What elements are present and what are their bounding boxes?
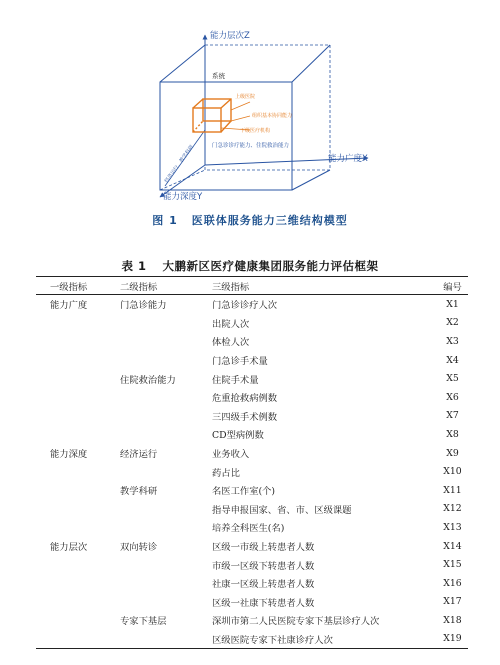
table-row — [36, 407, 468, 426]
figure-caption — [0, 212, 500, 228]
cell-code: X6 — [446, 391, 459, 403]
cell-code: X3 — [446, 335, 459, 347]
cell-level2 — [120, 314, 212, 333]
cell-level3: 深圳市第二人民医院专家下基层诊疗人次 — [212, 616, 380, 628]
figure-caption-number: 图 1 — [152, 214, 178, 227]
evaluation-framework-table — [36, 276, 468, 649]
cell-level3: 业务收入 — [212, 449, 250, 461]
cell-level1 — [36, 574, 120, 593]
cell-level1: 能力层次 — [50, 542, 88, 554]
cell-level1 — [36, 462, 120, 481]
cell-level3: 培养全科医生(名) — [212, 523, 285, 535]
table-caption — [0, 258, 500, 274]
cell-level2 — [120, 593, 212, 612]
cell-level2 — [120, 574, 212, 593]
table-row — [36, 295, 468, 314]
table-row — [36, 630, 468, 649]
cell-level2: 教学科研 — [120, 486, 158, 498]
cell-level2 — [120, 388, 212, 407]
cell-level3: 门急诊诊疗人次 — [212, 300, 278, 312]
cell-level2 — [120, 407, 212, 426]
cell-code: X4 — [446, 354, 459, 366]
cell-level3: CD型病例数 — [212, 430, 264, 442]
inner-label-upper: 上级医院 — [235, 94, 256, 100]
cell-level1 — [36, 388, 120, 407]
cell-level3: 区级一市级上转患者人数 — [212, 542, 315, 554]
cell-code: X5 — [446, 373, 459, 385]
cell-level2 — [120, 332, 212, 351]
cell-level1 — [36, 593, 120, 612]
cell-level3: 指导申报国家、省、市、区级课题 — [212, 504, 352, 516]
header-code: 编号 — [437, 277, 468, 295]
cell-level3: 住院手术量 — [212, 374, 259, 386]
cell-level3: 体检人次 — [212, 337, 250, 349]
cell-level1 — [36, 407, 120, 426]
cell-code: X15 — [443, 559, 462, 571]
cell-level2: 双向转诊 — [120, 542, 158, 554]
bottom-capability-label: 门急诊诊疗能力、住院救治能力 — [212, 143, 290, 149]
table-row — [36, 332, 468, 351]
cell-level3: 危重抢救病例数 — [212, 393, 278, 405]
cell-code: X17 — [443, 596, 462, 608]
cell-code: X14 — [443, 540, 462, 552]
cube-front-face — [160, 82, 292, 190]
cell-level3: 门急诊手术量 — [212, 356, 268, 368]
cell-level1 — [36, 630, 120, 649]
table-row — [36, 314, 468, 333]
cell-code: X7 — [446, 410, 459, 422]
cell-level1 — [36, 518, 120, 537]
cell-level2 — [120, 462, 212, 481]
cell-level2 — [120, 351, 212, 370]
cell-level2 — [120, 630, 212, 649]
cell-code: X19 — [437, 630, 468, 649]
table-row — [36, 462, 468, 481]
cell-level2 — [120, 425, 212, 444]
cell-level1 — [36, 500, 120, 519]
table-header-row — [36, 277, 468, 295]
cell-level3: 区级一社康下转患者人数 — [212, 597, 315, 609]
inner-label-lower: 下级医疗机构 — [240, 128, 271, 134]
cell-code: X13 — [443, 521, 462, 533]
header-level2: 二级指标 — [120, 277, 212, 295]
table-row — [36, 611, 468, 630]
table-row — [36, 500, 468, 519]
cell-level1 — [36, 481, 120, 500]
cell-code: X1 — [446, 298, 459, 310]
table-row — [36, 481, 468, 500]
cell-level1 — [36, 425, 120, 444]
cell-level2: 住院救治能力 — [120, 374, 176, 386]
cell-level3: 名医工作室(个) — [212, 486, 276, 498]
figure-caption-text: 医联体服务能力三维结构模型 — [191, 214, 348, 227]
cell-level2: 经济运行 — [120, 449, 158, 461]
table-row — [36, 574, 468, 593]
cell-level1 — [36, 611, 120, 630]
cell-level1 — [36, 314, 120, 333]
cell-level1 — [36, 332, 120, 351]
table-row — [36, 388, 468, 407]
cell-level2 — [120, 555, 212, 574]
header-level3: 三级指标 — [212, 277, 437, 295]
cell-level2 — [120, 518, 212, 537]
cell-level3: 三四级手术例数 — [212, 411, 278, 423]
cell-code: X8 — [446, 428, 459, 440]
cell-level3: 社康一区级上转患者人数 — [212, 579, 315, 591]
cell-code: X12 — [443, 503, 462, 515]
cell-code: X10 — [443, 466, 462, 478]
axis-y-label: 能力深度Y — [163, 192, 203, 202]
front-diagonal-label: 经济运行、教学科研 — [163, 144, 196, 185]
table-row — [36, 518, 468, 537]
table-row — [36, 351, 468, 370]
cell-level3: 区级医院专家下社康诊疗人次 — [212, 630, 437, 649]
cell-level1: 能力深度 — [50, 449, 88, 461]
cell-level3: 出院人次 — [212, 318, 250, 330]
table-caption-number: 表 1 — [121, 259, 147, 273]
cell-code: X16 — [443, 577, 462, 589]
system-label: 系统 — [212, 72, 225, 80]
inner-label-middle: 组织基本协同能力 — [252, 113, 293, 119]
table-row — [36, 555, 468, 574]
cell-level2 — [120, 500, 212, 519]
table-row — [36, 593, 468, 612]
axis-x-label: 能力广度X — [328, 154, 368, 164]
cell-level1 — [36, 351, 120, 370]
cell-code: X2 — [446, 317, 459, 329]
cell-level2: 门急诊能力 — [120, 300, 167, 312]
table-body — [36, 295, 468, 649]
cell-code: X18 — [443, 614, 462, 626]
table-row — [36, 444, 468, 463]
header-level1: 一级指标 — [36, 277, 120, 295]
table-row — [36, 537, 468, 556]
cell-code: X11 — [443, 484, 462, 496]
cell-level1: 能力广度 — [50, 300, 88, 312]
cell-level3: 市级一区级下转患者人数 — [212, 560, 315, 572]
cell-level1 — [36, 555, 120, 574]
table-caption-text: 大鹏新区医疗健康集团服务能力评估框架 — [162, 259, 379, 273]
cell-level3: 药占比 — [212, 467, 240, 479]
cell-level1 — [36, 369, 120, 388]
axis-z-label: 能力层次Z — [210, 31, 250, 41]
structure-model-figure — [0, 0, 500, 240]
table-row — [36, 369, 468, 388]
cell-level2: 专家下基层 — [120, 616, 167, 628]
cell-code: X9 — [446, 447, 459, 459]
table-row — [36, 425, 468, 444]
